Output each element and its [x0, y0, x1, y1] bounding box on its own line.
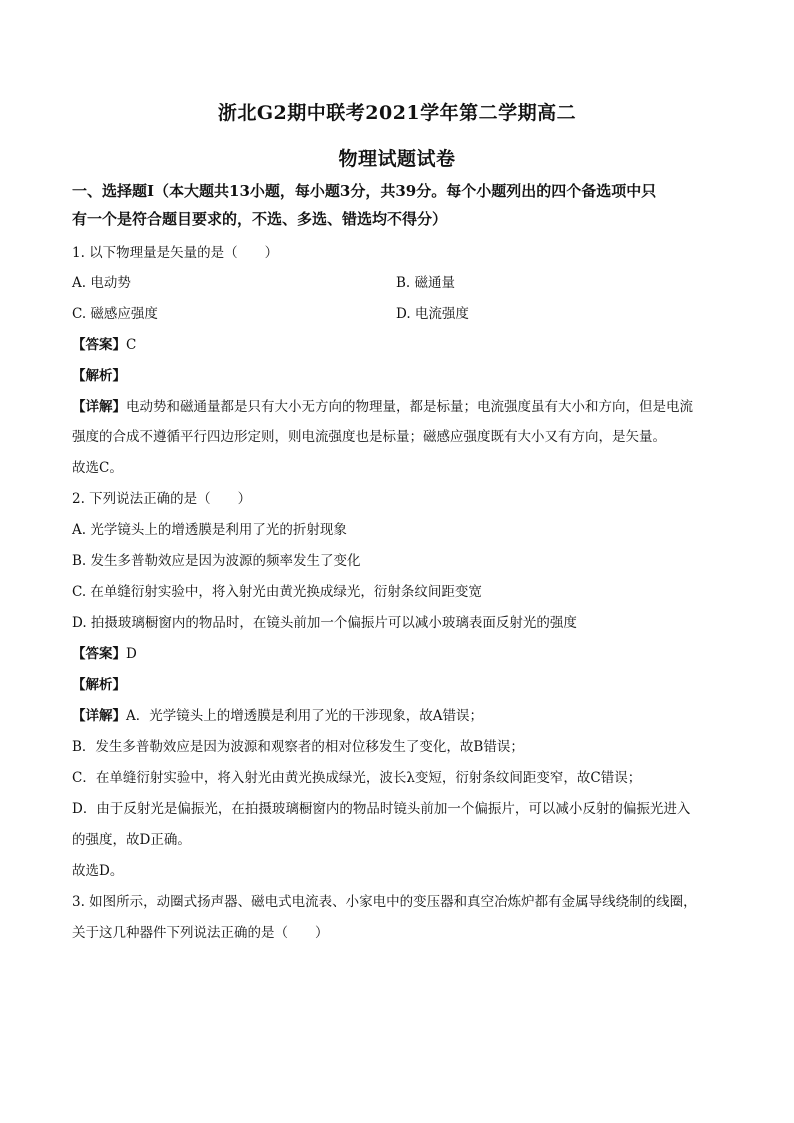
q3-stem-line1: 3. 如图所示，动圈式扬声器、磁电式电流表、小家电中的变压器和真空冶炼炉都有金属导线绕制的线圈， [72, 894, 697, 910]
q2-detail-b: B．发生多普勒效应是因为波源和观察者的相对位移发生了变化，故B错误； [72, 739, 524, 755]
q2-detail-a [72, 706, 722, 726]
q1-option-b: B. 磁通量 [396, 275, 456, 291]
answer-label: 【答案】 [72, 337, 126, 353]
q1-detail-line1 [72, 397, 722, 417]
detail-label: 【详解】 [72, 708, 126, 724]
q1-analysis-label: 【解析】 [72, 368, 126, 384]
q1-option-a: A. 电动势 [72, 275, 131, 291]
detail-text: 电动势和磁通量都是只有大小无方向的物理量，都是标量；电流强度虽有大小和方向，但是电流 [126, 399, 693, 415]
q1-option-d: D. 电流强度 [396, 306, 469, 322]
q2-answer [72, 644, 722, 664]
q2-detail-d-line2: 的强度，故D正确。 [72, 832, 191, 848]
q2-option-c: C. 在单缝衍射实验中，将入射光由黄光换成绿光，衍射条纹间距变宽 [72, 584, 482, 600]
answer-label: 【答案】 [72, 646, 126, 662]
q3-stem-line2: 关于这几种器件下列说法正确的是（ ） [72, 925, 329, 941]
section-heading-line1: 一、选择题Ⅰ（本大题共13小题，每小题3分，共39分。每个小题列出的四个备选项中只 [72, 182, 657, 200]
q1-stem: 1. 以下物理量是矢量的是（ ） [72, 245, 279, 261]
q2-conclusion: 故选D。 [72, 863, 124, 879]
q1-conclusion: 故选C。 [72, 460, 123, 476]
detail-label: 【详解】 [72, 399, 126, 415]
q2-analysis-label: 【解析】 [72, 677, 126, 693]
answer-value: D [126, 646, 137, 662]
q1-option-c: C. 磁感应强度 [72, 306, 158, 322]
q1-answer [72, 335, 722, 355]
exam-subtitle: 物理试题试卷 [338, 148, 456, 170]
section-heading-line2: 有一个是符合题目要求的，不选、多选、错选均不得分） [72, 210, 448, 228]
q2-option-b: B. 发生多普勒效应是因为波源的频率发生了变化 [72, 553, 361, 569]
q2-option-d: D. 拍摄玻璃橱窗内的物品时，在镜头前加一个偏振片可以减小玻璃表面反射光的强度 [72, 615, 577, 631]
q1-detail-line2: 强度的合成不遵循平行四边形定则，则电流强度也是标量；磁感应强度既有大小又有方向，是矢量。 [72, 429, 666, 445]
q2-option-a: A. 光学镜头上的增透膜是利用了光的折射现象 [72, 522, 347, 538]
q2-detail-c: C．在单缝衍射实验中，将入射光由黄光换成绿光，波长λ变短，衍射条纹间距变窄，故C错误； [72, 770, 642, 786]
q2-detail-d-line1: D．由于反射光是偏振光，在拍摄玻璃橱窗内的物品时镜头前加一个偏振片，可以减小反射的偏振光进入 [72, 801, 691, 817]
detail-text: A．光学镜头上的增透膜是利用了光的干涉现象，故A错误； [126, 708, 483, 724]
q2-stem: 2. 下列说法正确的是（ ） [72, 491, 252, 507]
answer-value: C [126, 337, 137, 353]
exam-title: 浙北G2期中联考2021学年第二学期高二 [217, 102, 577, 124]
